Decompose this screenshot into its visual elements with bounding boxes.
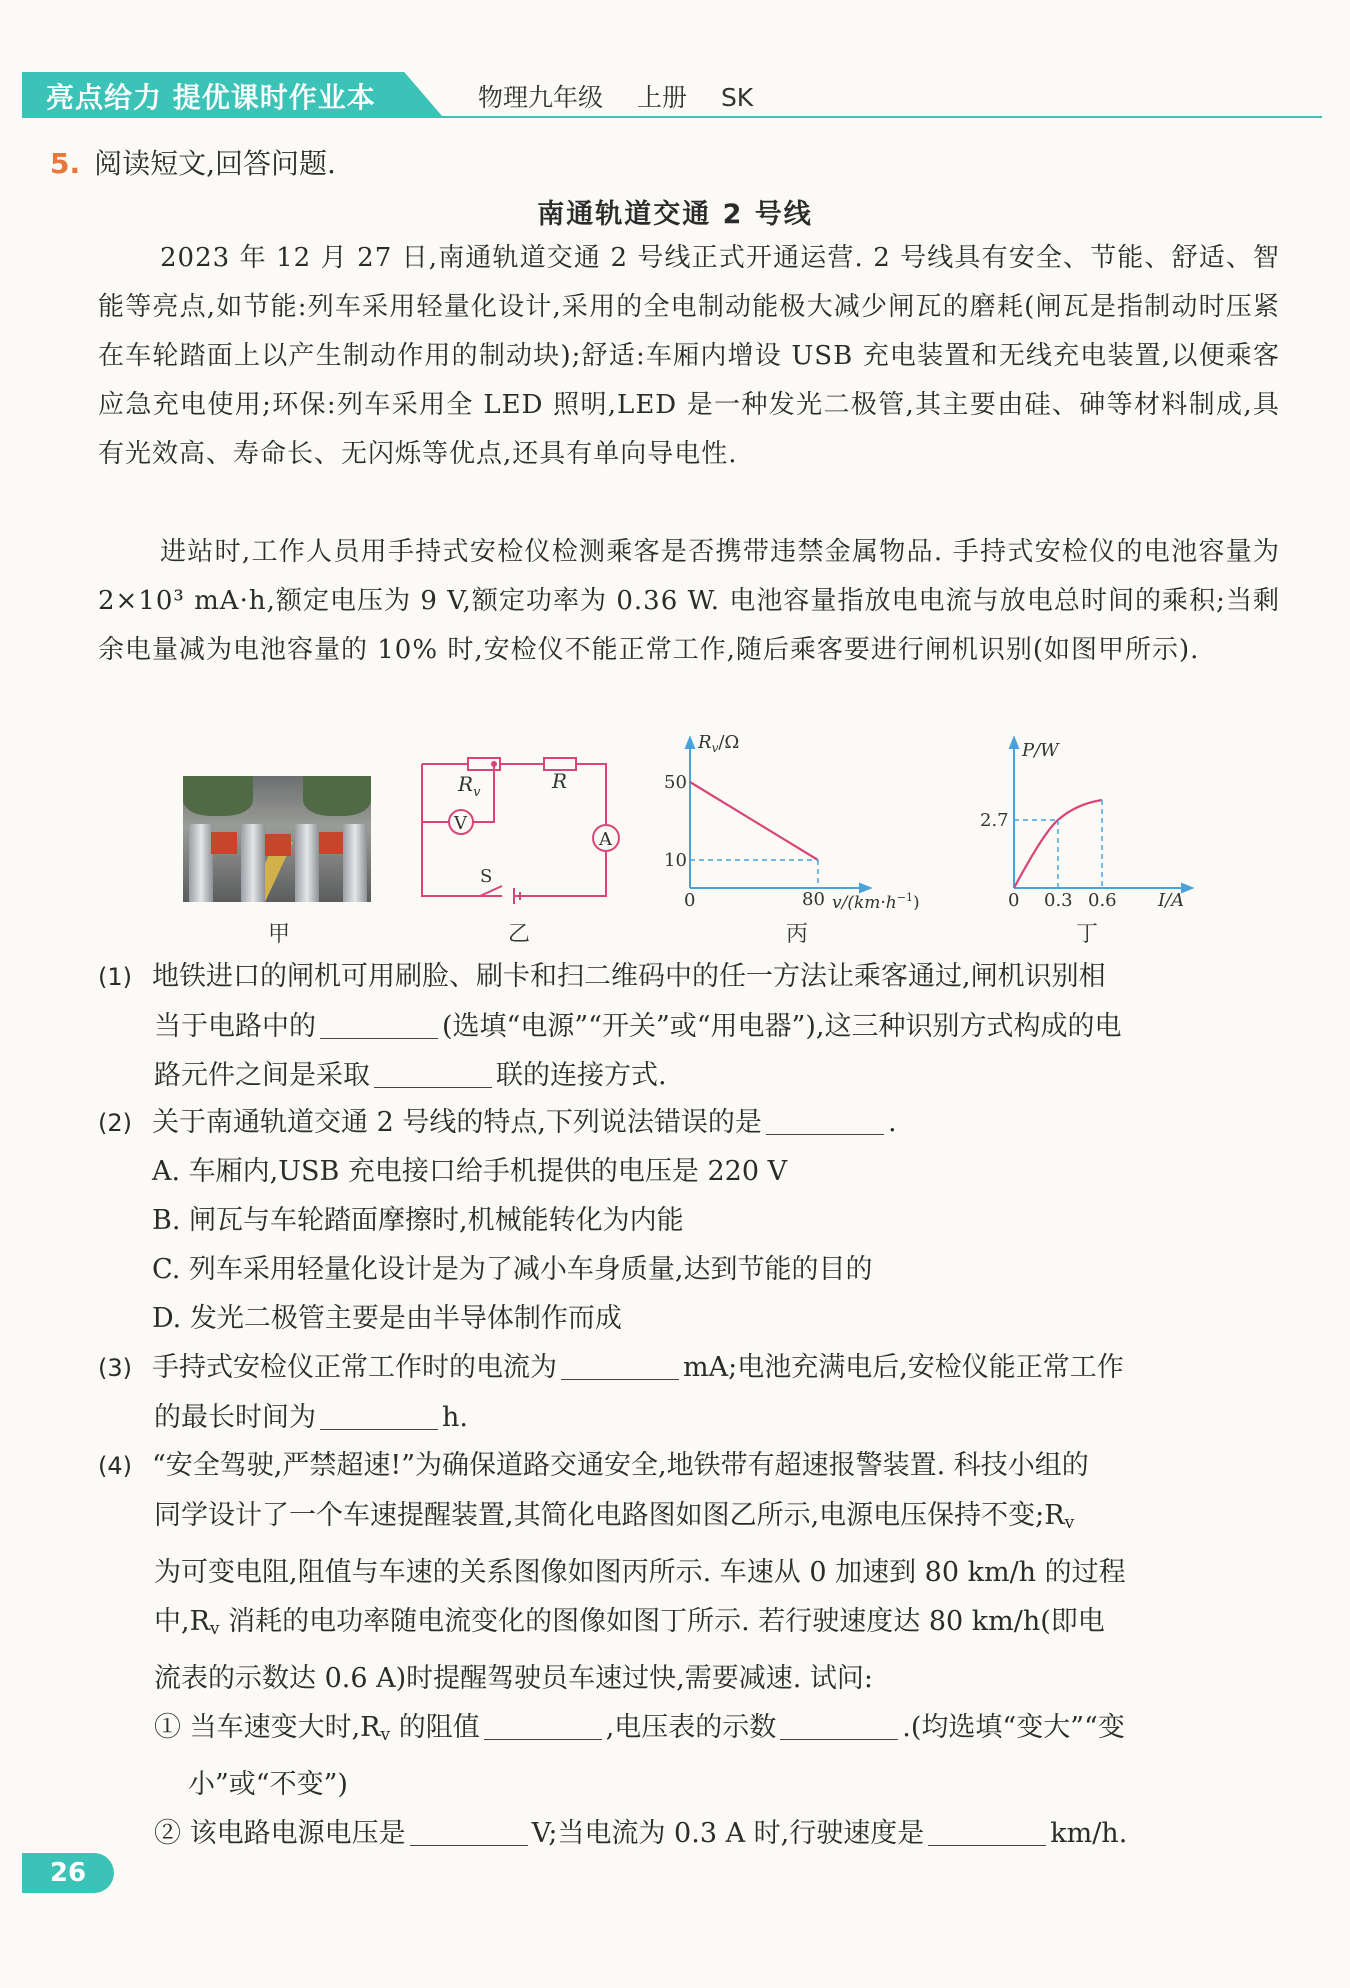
rv-subscript: v	[380, 1725, 391, 1745]
figure-b-label: 乙	[508, 922, 531, 947]
page-number: 26	[22, 1853, 114, 1893]
r-label: R	[552, 769, 568, 793]
question-number: 5.	[50, 147, 81, 180]
tick-10: 10	[664, 850, 687, 871]
article-paragraph-2: 进站时,工作人员用手持式安检仪检测乘客是否携带违禁金属物品. 手持式安检仪的电池容量为 2×10³ mA·h,额定电压为 9 V,额定功率为 0.36 W. 电池容量指放电电流与放电总时间的乘积;当剩余电量减为电池容量的 10% 时,安检仪不能正常工作,随后乘客要进行闸机识别(如图甲所示).	[98, 537, 1280, 665]
part-3-line-1a: 手持式安检仪正常工作时的电流为	[152, 1352, 557, 1383]
sub-question-2b: V;当电流为 0.3 A 时,行驶速度是	[531, 1818, 925, 1849]
volume-label: 上册	[636, 83, 687, 112]
y-axis-arrow	[1010, 738, 1018, 748]
question-intro	[50, 142, 336, 182]
answer-blank-8[interactable]	[410, 1815, 528, 1846]
header-rule	[22, 116, 1322, 118]
part-1-line-3a: 路元件之间是采取	[154, 1060, 370, 1091]
tick-50: 50	[664, 772, 687, 793]
photo-gate-stand	[189, 824, 213, 902]
page-header	[0, 72, 1350, 116]
edition-label: SK	[720, 83, 754, 112]
sub-question-1a: ① 当车速变大时,R	[154, 1712, 381, 1743]
y-axis-arrow	[686, 738, 694, 748]
part-3-label: (3)	[98, 1354, 132, 1382]
part-3	[98, 1343, 1288, 1442]
part-1-label: (1)	[98, 963, 132, 991]
part-4-line-1: “安全驾驶,严禁超速!”为确保道路交通安全,地铁带有超速报警装置. 科技小组的	[152, 1450, 1089, 1481]
figure-c-graph	[660, 730, 940, 910]
ammeter-label: A	[599, 829, 612, 850]
article-paragraph-1: 2023 年 12 月 27 日,南通轨道交通 2 号线正式开通运营. 2 号线具有安全、节能、舒适、智能等亮点,如节能:列车采用轻量化设计,采用的全电制动能极大减少闸瓦的磨耗(闸瓦是指制动时压紧在车轮踏面上以产生制动作用的制动块);舒适:车厢内增设 USB 充电装置和无线充电装置,以便乘客应急充电使用;环保:列车采用全 LED 照明,LED 是一种发光二极管,其主要由硅、砷等材料制成,具有光效高、寿命长、无闪烁等优点,还具有单向导电性.	[98, 243, 1280, 469]
tick-0: 0	[1008, 890, 1020, 910]
tick-0: 0	[684, 890, 696, 910]
photo-gate-flap	[319, 832, 345, 854]
header-info	[478, 78, 779, 114]
rv-line	[690, 782, 818, 860]
x-axis-arrow	[860, 884, 870, 892]
part-2-text: 关于南通轨道交通 2 号线的特点,下列说法错误的是	[152, 1107, 762, 1138]
part-2	[98, 1098, 1288, 1148]
part-3-line-1b: mA;电池充满电后,安检仪能正常工作	[683, 1352, 1124, 1383]
photo-gate-flap	[265, 834, 291, 856]
part-1-line-2b: (选填“电源”“开关”或“用电器”),这三种识别方式构成的电	[442, 1011, 1122, 1042]
sub-question-1c: ,电压表的示数	[605, 1712, 777, 1743]
photo-gate-flap	[211, 832, 237, 854]
tick-0-6: 0.6	[1088, 890, 1117, 910]
part-3-line-2a: 的最长时间为	[154, 1402, 316, 1433]
switch-label: S	[480, 866, 493, 887]
part-2-label: (2)	[98, 1109, 132, 1137]
sub-question-1e: 小”或“不变”)	[188, 1769, 348, 1800]
question-intro-text: 阅读短文,回答问题.	[94, 147, 336, 180]
answer-blank-3[interactable]	[766, 1104, 884, 1135]
photo-tree	[303, 776, 371, 816]
tick-80: 80	[802, 889, 825, 910]
sub-question-1d: .(均选填“变大”“变	[902, 1712, 1125, 1743]
part-1-line-2a: 当于电路中的	[154, 1011, 316, 1042]
x-axis-label: I/A	[1158, 890, 1185, 910]
part-4-line-2: 同学设计了一个车速提醒装置,其简化电路图如图乙所示,电源电压保持不变;R	[154, 1500, 1065, 1531]
part-4	[98, 1441, 1288, 1858]
x-axis-label: $v/(km\cdot h^{-1})$	[832, 891, 920, 910]
figure-b-circuit	[414, 752, 624, 912]
option-c: C. 列车采用轻量化设计是为了减小车身质量,达到节能的目的	[152, 1254, 873, 1285]
option-b: B. 闸瓦与车轮踏面摩擦时,机械能转化为内能	[152, 1205, 684, 1236]
option-d: D. 发光二极管主要是由半导体制作而成	[152, 1303, 622, 1334]
part-3-line-2b: h.	[442, 1402, 468, 1433]
part-2-end: .	[887, 1107, 897, 1138]
rv-subscript: v	[209, 1619, 220, 1639]
answer-blank-7[interactable]	[780, 1709, 898, 1740]
tick-0-3: 0.3	[1044, 890, 1073, 910]
option-a: A. 车厢内,USB 充电接口给手机提供的电压是 220 V	[152, 1156, 788, 1187]
series-title: 亮点给力 提优课时作业本	[46, 81, 376, 114]
figure-c-label: 丙	[786, 922, 809, 947]
answer-blank-9[interactable]	[928, 1815, 1046, 1846]
part-4-line-4a: 中,R	[154, 1606, 210, 1637]
article-title: 南通轨道交通 2 号线	[537, 199, 813, 230]
rv-subscript: v	[1064, 1513, 1075, 1533]
photo-gate-stand	[343, 824, 367, 902]
answer-blank-4[interactable]	[561, 1349, 679, 1380]
figure-d-graph	[974, 730, 1204, 910]
figure-d-label: 丁	[1076, 922, 1099, 947]
answer-blank-1[interactable]	[320, 1008, 438, 1039]
part-4-label: (4)	[98, 1452, 132, 1480]
photo-tree	[183, 776, 253, 816]
y-axis-label: $R_v/\Omega$	[698, 732, 740, 755]
part-4-line-3: 为可变电阻,阻值与车速的关系图像如图丙所示. 车速从 0 加速到 80 km/h 的过程	[154, 1557, 1126, 1588]
figure-a-label: 甲	[268, 922, 291, 947]
switch-lever	[480, 886, 502, 896]
part-1	[98, 952, 1288, 1100]
photo-gate-stand	[241, 824, 265, 902]
circuit-wires	[422, 764, 606, 896]
answer-blank-2[interactable]	[374, 1057, 492, 1088]
photo-gate-stand	[295, 824, 319, 902]
part-4-line-4b: 消耗的电功率随电流变化的图像如图丁所示. 若行驶速度达 80 km/h(即电	[219, 1606, 1105, 1637]
sub-question-1b: 的阻值	[390, 1712, 480, 1743]
answer-blank-6[interactable]	[484, 1709, 602, 1740]
tick-2-7: 2.7	[980, 810, 1009, 831]
answer-blank-5[interactable]	[320, 1399, 438, 1430]
part-1-line-1: 地铁进口的闸机可用刷脸、刷卡和扫二维码中的任一方法让乘客通过,闸机识别相	[152, 961, 1106, 992]
subject-label: 物理九年级	[478, 83, 604, 112]
sub-question-2c: km/h.	[1050, 1818, 1128, 1849]
y-axis-label: P/W	[1022, 740, 1059, 761]
junction-dot	[491, 761, 497, 767]
sub-question-2a: ② 该电路电源电压是	[154, 1818, 406, 1849]
figure-a-gate-photo	[183, 776, 371, 902]
rv-label: $R_v$	[458, 772, 481, 800]
part-1-line-3b: 联的连接方式.	[496, 1060, 667, 1091]
part-4-line-5: 流表的示数达 0.6 A)时提醒驾驶员车速过快,需要减速. 试问:	[154, 1663, 873, 1694]
voltmeter-label: V	[454, 813, 467, 834]
